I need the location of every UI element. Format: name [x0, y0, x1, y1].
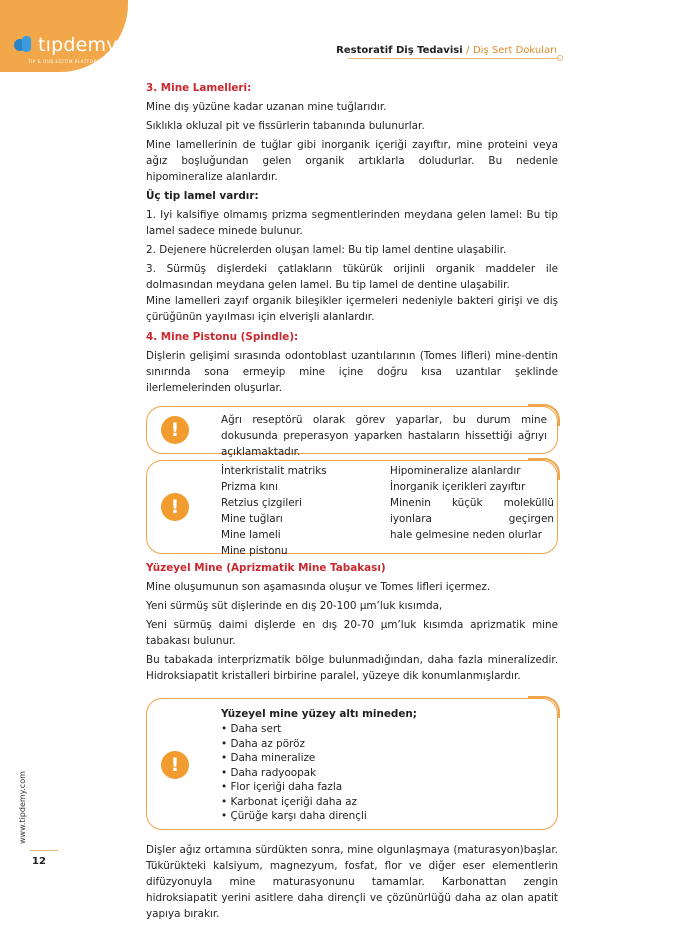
- exclamation-icon: !: [161, 751, 189, 779]
- list-item: hale gelmesine neden olurlar: [390, 529, 542, 541]
- header-title: Restoratif Diş Tedavisi: [336, 45, 463, 56]
- page-content: [146, 80, 558, 925]
- info-box-title: Yüzeyel mine yüzey altı mineden;: [221, 708, 417, 720]
- paragraph: Sıklıkla okluzal pit ve fissürlerin tabanında bulunurlar.: [146, 120, 425, 132]
- comparison-list: [221, 706, 417, 824]
- logo-mark-icon: [14, 34, 36, 56]
- paragraph: Bu tabakada interprizmatik bölge bulunmadığından, daha fazla mineralizedir. Hidroksiapatit kristalleri birbirine paralel, yüzeye dik konumlanmışlardır.: [146, 654, 558, 682]
- paragraph: Mine oluşumunun son aşamasında oluşur ve Tomes lifleri içermez.: [146, 581, 491, 593]
- header-separator: /: [466, 45, 470, 56]
- list-item: Retzius çizgileri: [221, 497, 302, 509]
- info-box-surface-enamel: [146, 698, 558, 830]
- paragraph: Yeni sürmüş süt dişlerinde en dış 20-100 µm’luk kısımda,: [146, 600, 443, 612]
- list-item: • Daha sert: [221, 722, 417, 737]
- logo-wordmark: tıpdemy: [38, 34, 118, 56]
- paragraph: Mine dış yüzüne kadar uzanan mine tuğlarıdır.: [146, 101, 387, 113]
- list-item: • Daha mineralize: [221, 751, 417, 766]
- list-item-type1: 1. Iyi kalsifiye olmamış prizma segmentlerinden meydana gelen lamel: Bu tip lamel sadece minede bulunur.: [146, 209, 558, 237]
- header-rule-dot: [557, 55, 563, 61]
- paragraph: Dişlerin gelişimi sırasında odontoblast uzantılarının (Tomes lifleri) mine-dentin sınırında sona ermeyip mine içine doğru kısa uzantılar şeklinde ilerlemelerinden oluşurlar.: [146, 350, 558, 394]
- subheading-types: Üç tip lamel vardır:: [146, 190, 259, 202]
- paragraph: Mine lamelleri zayıf organik bileşikler içermeleri nedeniyle bakteri girişi ve diş çürüğünün yayılması için elverişli alanlardır.: [146, 295, 558, 323]
- side-url: www.tipdemy.com: [18, 771, 27, 844]
- info-box-pain: [146, 406, 558, 458]
- exclamation-icon: !: [161, 493, 189, 521]
- list-item: • Daha az pöröz: [221, 737, 417, 752]
- paragraph: Dişler ağız ortamına sürdükten sonra, mine olgunlaşmaya (maturasyon)başlar. Tükürükteki kalsiyum, magnezyum, fosfat, flor ve diğer eser elementlerin difüzyonuyla mine maturasyonunu tamamlar. Karbonattan zengin hidroksiapatit yerini asitlere daha dirençli ve çözünürlüğü daha az olan apatit yapıya bırakır.: [146, 844, 558, 920]
- list-item: İnterkristalit matriks: [221, 465, 327, 477]
- list-item: Minenin küçük moleküllü iyonlara geçirgen: [390, 497, 554, 525]
- list-item: Mine pistonu: [221, 545, 288, 557]
- section-heading-surface: Yüzeyel Mine (Aprizmatik Mine Tabakası): [146, 562, 386, 574]
- tipdemy-logo: [14, 34, 118, 56]
- exclamation-icon: !: [161, 416, 189, 444]
- info-box-text: Ağrı reseptörü olarak görev yaparlar, bu durum mine dokusunda preperasyon yaparken hastaların hissettiği ağrıyı açıklamaktadır.: [221, 414, 547, 458]
- list-item: İnorganik içerikleri zayıftır: [390, 481, 526, 493]
- header-subtitle: Diş Sert Dokuları: [472, 45, 557, 56]
- list-item-type3: 3. Sürmüş dişlerdeki çatlakların tükürük orijinli organik maddeler ile dolmasından meydana gelen lamel. Bu tip lamel de dentine ulaşabilir.: [146, 263, 558, 291]
- list-item: Hipomineralize alanlardır: [390, 465, 521, 477]
- list-item: Mine lameli: [221, 529, 281, 541]
- list-item: • Flor içeriği daha fazla: [221, 780, 417, 795]
- list-item-type2: 2. Dejenere hücrelerden oluşan lamel: Bu tip lamel dentine ulaşabilir.: [146, 244, 507, 256]
- list-item: • Çürüğe karşı daha dirençli: [221, 809, 417, 824]
- structures-list: [221, 463, 381, 559]
- list-item: Mine tuğları: [221, 513, 283, 525]
- header-rule: [348, 58, 559, 59]
- paragraph: Mine lamellerinin de tuğlar gibi inorganik içeriği zayıftır, mine proteini veya ağız boşluğundan gelen organik artıklarla doludurlar. Bu nedenle hipomineralize alanlardır.: [146, 139, 558, 183]
- section-heading-lamel: 3. Mine Lamelleri:: [146, 82, 252, 94]
- logo-tagline: TIP & DUŞ EĞİTİM PLATFORMU: [28, 59, 105, 64]
- page-number: 12: [32, 856, 46, 867]
- list-item: • Karbonat içeriği daha az: [221, 795, 417, 810]
- section-heading-spindle: 4. Mine Pistonu (Spindle):: [146, 331, 299, 343]
- list-item: • Daha radyoopak: [221, 766, 417, 781]
- list-item: Prizma kını: [221, 481, 278, 493]
- properties-list: [390, 463, 554, 543]
- paragraph: Yeni sürmüş daimi dişlerde en dış 20-70 µm’luk kısımda aprizmatik mine tabakası bulunur.: [146, 619, 558, 647]
- running-header: [336, 45, 557, 56]
- info-box-hypomineralized: [146, 460, 558, 557]
- page-number-rule: [30, 850, 58, 851]
